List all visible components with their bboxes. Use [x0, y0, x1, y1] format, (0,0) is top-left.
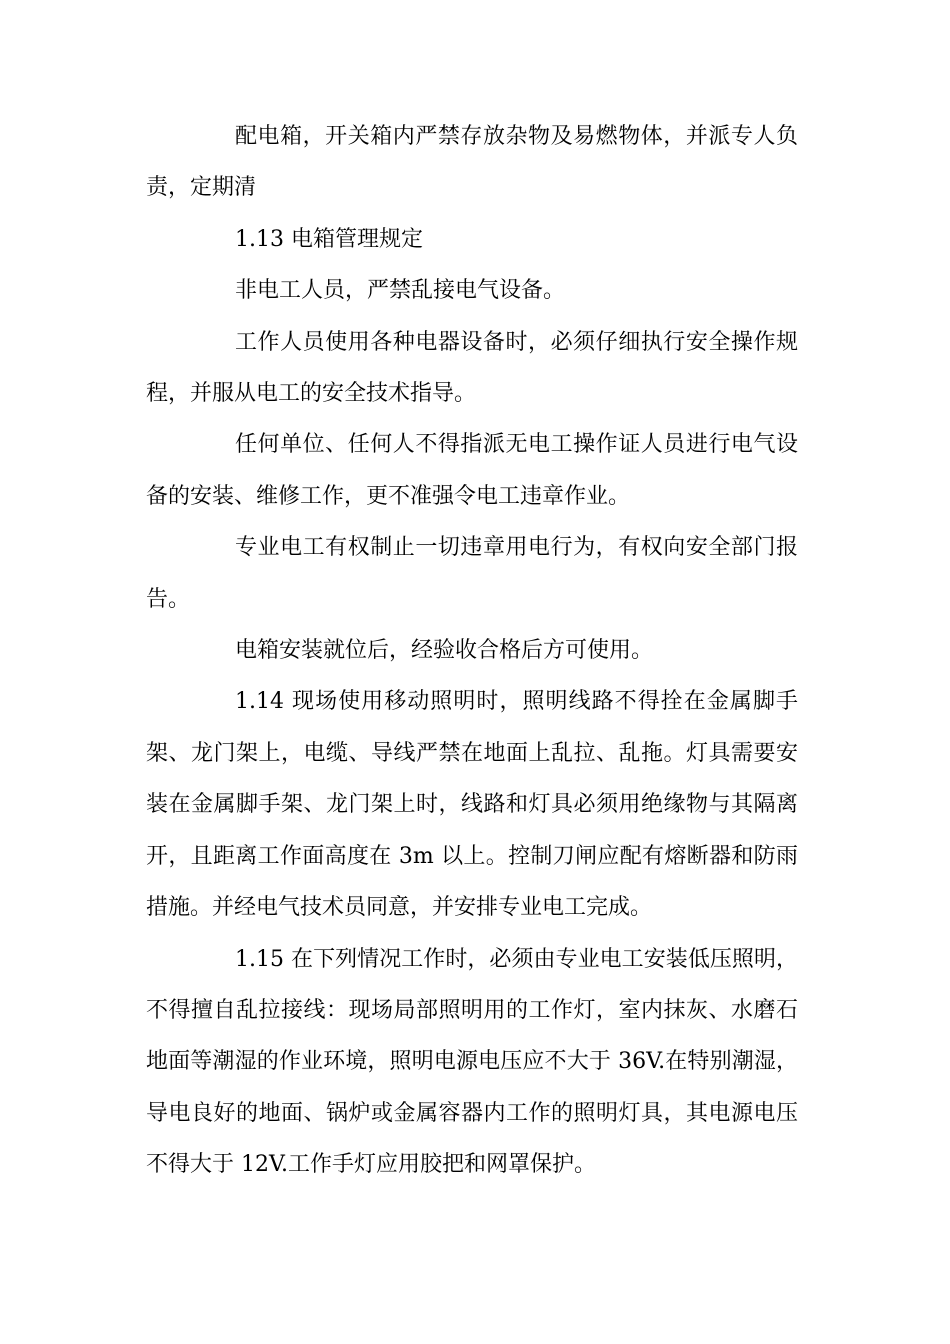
- document-body: [146, 111, 798, 1191]
- paragraph-box-storage: 配电箱，开关箱内严禁存放杂物及易燃物体，并派专人负责，定期清: [146, 124, 798, 201]
- paragraph-operating-rules: 工作人员使用各种电器设备时，必须仔细执行安全操作规程，并服从电工的安全技术指导。: [146, 329, 798, 407]
- paragraph-non-electrician: 非电工人员，严禁乱接电气设备。: [235, 278, 566, 304]
- paragraph-section-1-15: 1.15 在下列情况工作时，必须由专业电工安装低压照明，不得擅自乱拉接线：现场局部照明用的工作灯，室内抹灰、水磨石地面等潮湿的作业环境，照明电源电压应不大于 36V.在特别潮湿，导电良好的地面、锅炉或金属容器内工作的照明灯具，其电源电压不得大于 12V.工作手灯应用胶把和网罩保护。: [146, 946, 798, 1178]
- paragraph-section-1-14: 1.14 现场使用移动照明时，照明线路不得拴在金属脚手架、龙门架上，电缆、导线严禁在地面上乱拉、乱拖。灯具需要安装在金属脚手架、龙门架上时，线路和灯具必须用绝缘物与其隔离开，且距离工作面高度在 3m 以上。控制刀闸应配有熔断器和防雨措施。并经电气技术员同意，并安排专业电工完成。: [146, 689, 798, 921]
- section-heading-1-13: 1.13 电箱管理规定: [235, 226, 423, 252]
- paragraph-no-unlicensed: 任何单位、任何人不得指派无电工操作证人员进行电气设备的安装、维修工作，更不准强令电工违章作业。: [146, 432, 798, 509]
- paragraph-box-acceptance: 电箱安装就位后，经验收合格后方可使用。: [235, 638, 654, 664]
- paragraph-electrician-rights: 专业电工有权制止一切违章用电行为，有权向安全部门报告。: [146, 535, 798, 612]
